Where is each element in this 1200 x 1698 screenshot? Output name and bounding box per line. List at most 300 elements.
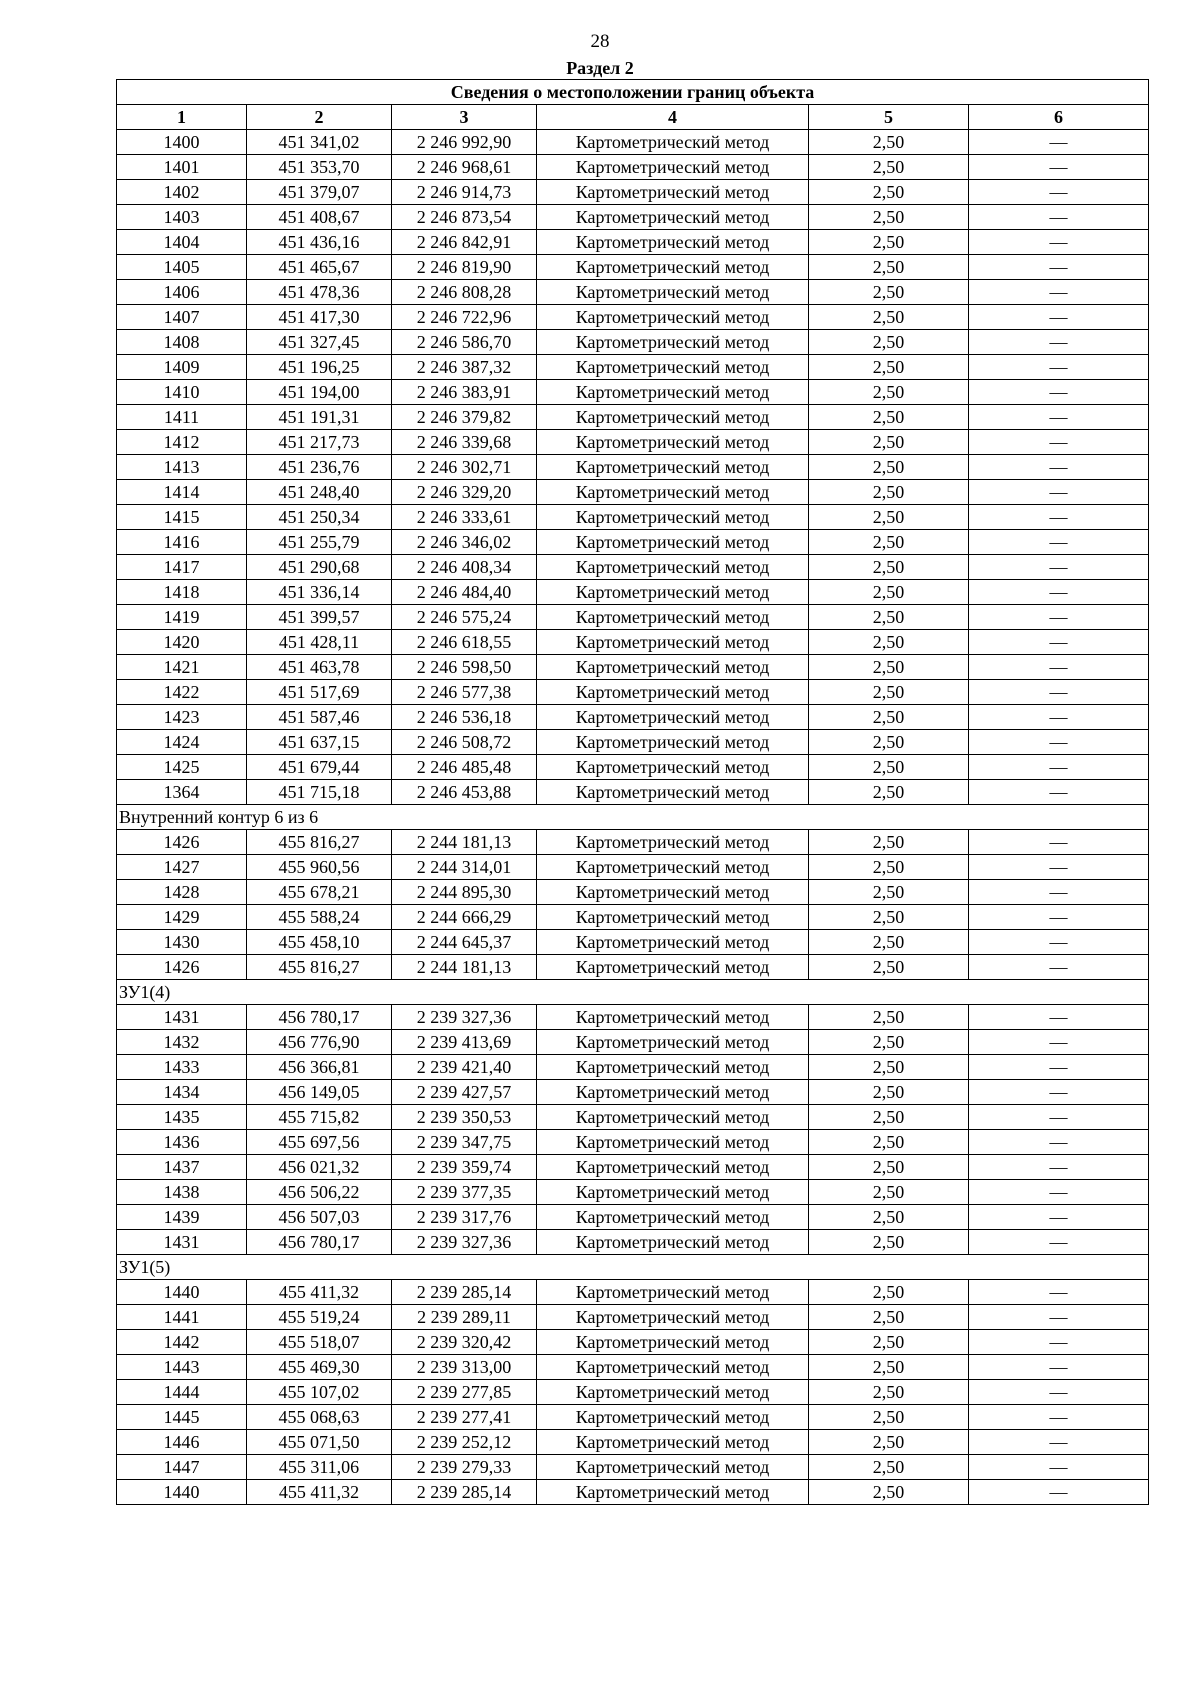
table-cell: 2 244 895,30 <box>392 880 537 905</box>
table-cell: 1427 <box>117 855 247 880</box>
table-cell: 1433 <box>117 1055 247 1080</box>
table-cell: 2,50 <box>809 1030 969 1055</box>
table-cell: — <box>969 330 1149 355</box>
table-row <box>117 305 1149 330</box>
table-cell: 2 239 413,69 <box>392 1030 537 1055</box>
table-cell: 2 244 645,37 <box>392 930 537 955</box>
table-cell: — <box>969 1430 1149 1455</box>
table-cell: Картометрический метод <box>537 1380 809 1405</box>
table-row <box>117 630 1149 655</box>
table-cell: Картометрический метод <box>537 1430 809 1455</box>
table-cell: 2 246 379,82 <box>392 405 537 430</box>
table-cell: 451 353,70 <box>247 155 392 180</box>
table-row <box>117 580 1149 605</box>
table-cell: 455 469,30 <box>247 1355 392 1380</box>
table-row <box>117 1030 1149 1055</box>
table-cell: Картометрический метод <box>537 1155 809 1180</box>
table-cell: — <box>969 280 1149 305</box>
table-row <box>117 430 1149 455</box>
table-cell: 1426 <box>117 955 247 980</box>
table-cell: 2,50 <box>809 705 969 730</box>
table-cell: — <box>969 355 1149 380</box>
table-cell: — <box>969 955 1149 980</box>
table-cell: — <box>969 1155 1149 1180</box>
table-cell: — <box>969 1180 1149 1205</box>
table-row <box>117 355 1149 380</box>
table-cell: Картометрический метод <box>537 1055 809 1080</box>
table-row <box>117 705 1149 730</box>
table-cell: 1406 <box>117 280 247 305</box>
table-row <box>117 1180 1149 1205</box>
table-cell: 2 239 359,74 <box>392 1155 537 1180</box>
table-cell: 2 239 277,85 <box>392 1380 537 1405</box>
table-cell: Картометрический метод <box>537 555 809 580</box>
table-cell: 1403 <box>117 205 247 230</box>
table-cell: 2 239 327,36 <box>392 1230 537 1255</box>
table-cell: 2 239 317,76 <box>392 1205 537 1230</box>
table-cell: 1424 <box>117 730 247 755</box>
table-cell: — <box>969 830 1149 855</box>
table-cell: — <box>969 780 1149 805</box>
table-row <box>117 1280 1149 1305</box>
section-title: Раздел 2 <box>566 58 634 78</box>
table-row <box>117 1305 1149 1330</box>
table-cell: 451 587,46 <box>247 705 392 730</box>
table-cell: — <box>969 655 1149 680</box>
table-cell: — <box>969 855 1149 880</box>
table-cell: 2,50 <box>809 280 969 305</box>
table-cell: 1426 <box>117 830 247 855</box>
table-row <box>117 1480 1149 1505</box>
table-cell: — <box>969 1355 1149 1380</box>
table-cell: 2,50 <box>809 880 969 905</box>
table-row <box>117 930 1149 955</box>
table-cell: 2 246 302,71 <box>392 455 537 480</box>
table-cell: 455 411,32 <box>247 1480 392 1505</box>
column-header: 1 <box>117 105 247 130</box>
table-cell: — <box>969 405 1149 430</box>
table-cell: 451 217,73 <box>247 430 392 455</box>
table-cell: 1413 <box>117 455 247 480</box>
table-cell: 2 239 252,12 <box>392 1430 537 1455</box>
table-cell: 2,50 <box>809 555 969 580</box>
table-row <box>117 380 1149 405</box>
table-cell: 2 239 285,14 <box>392 1280 537 1305</box>
table-cell: 1400 <box>117 130 247 155</box>
table-cell: 2 246 346,02 <box>392 530 537 555</box>
table-row <box>117 855 1149 880</box>
table-cell: 2 246 968,61 <box>392 155 537 180</box>
table-cell: 1439 <box>117 1205 247 1230</box>
table-cell: 1405 <box>117 255 247 280</box>
table-cell: Картометрический метод <box>537 830 809 855</box>
table-cell: Картометрический метод <box>537 705 809 730</box>
table-cell: 2 246 722,96 <box>392 305 537 330</box>
table-row <box>117 1405 1149 1430</box>
table-row <box>117 955 1149 980</box>
table-cell: 2,50 <box>809 730 969 755</box>
table-cell: Картометрический метод <box>537 505 809 530</box>
table-cell: 451 341,02 <box>247 130 392 155</box>
table-cell: Картометрический метод <box>537 1080 809 1105</box>
table-cell: 2 239 347,75 <box>392 1130 537 1155</box>
table-row <box>117 555 1149 580</box>
table-cell: 455 458,10 <box>247 930 392 955</box>
table-cell: Картометрический метод <box>537 1130 809 1155</box>
table-cell: 2,50 <box>809 755 969 780</box>
table-row <box>117 1455 1149 1480</box>
table-cell: 2,50 <box>809 1105 969 1130</box>
table-cell: 2 246 873,54 <box>392 205 537 230</box>
table-row <box>117 1130 1149 1155</box>
table-cell: 455 697,56 <box>247 1130 392 1155</box>
table-cell: Картометрический метод <box>537 955 809 980</box>
table-cell: 2,50 <box>809 380 969 405</box>
table-cell: 451 248,40 <box>247 480 392 505</box>
table-cell: 2 246 536,18 <box>392 705 537 730</box>
table-cell: 1422 <box>117 680 247 705</box>
table-cell: 2 246 387,32 <box>392 355 537 380</box>
table-cell: — <box>969 205 1149 230</box>
table-cell: 2,50 <box>809 1380 969 1405</box>
table-cell: 2,50 <box>809 1455 969 1480</box>
table-cell: 451 196,25 <box>247 355 392 380</box>
table-cell: — <box>969 255 1149 280</box>
group-heading-row <box>117 980 1149 1005</box>
table-cell: 2,50 <box>809 1155 969 1180</box>
table-cell: — <box>969 1005 1149 1030</box>
table-cell: 1440 <box>117 1280 247 1305</box>
table-cell: 2,50 <box>809 1005 969 1030</box>
table-cell: 2 246 485,48 <box>392 755 537 780</box>
table-cell: 1442 <box>117 1330 247 1355</box>
table-cell: 451 191,31 <box>247 405 392 430</box>
table-title: Сведения о местоположении границ объекта <box>117 80 1149 105</box>
table-cell: — <box>969 1305 1149 1330</box>
table-cell: 455 715,82 <box>247 1105 392 1130</box>
group-heading: Внутренний контур 6 из 6 <box>117 805 1149 830</box>
table-cell: 1409 <box>117 355 247 380</box>
table-cell: 455 678,21 <box>247 880 392 905</box>
table-cell: 2,50 <box>809 430 969 455</box>
table-cell: Картометрический метод <box>537 155 809 180</box>
table-cell: Картометрический метод <box>537 130 809 155</box>
table-cell: 1428 <box>117 880 247 905</box>
column-header: 2 <box>247 105 392 130</box>
table-cell: 2 244 314,01 <box>392 855 537 880</box>
table-cell: — <box>969 705 1149 730</box>
table-row <box>117 1155 1149 1180</box>
group-heading: ЗУ1(4) <box>117 980 1149 1005</box>
table-title-row <box>117 80 1149 105</box>
table-cell: Картометрический метод <box>537 230 809 255</box>
table-cell: Картометрический метод <box>537 1480 809 1505</box>
table-cell: 2 239 377,35 <box>392 1180 537 1205</box>
table-cell: 456 780,17 <box>247 1005 392 1030</box>
table-row <box>117 1005 1149 1030</box>
table-cell: 2,50 <box>809 405 969 430</box>
table-cell: 1446 <box>117 1430 247 1455</box>
table-cell: Картометрический метод <box>537 680 809 705</box>
table-cell: — <box>969 1030 1149 1055</box>
table-cell: Картометрический метод <box>537 880 809 905</box>
table-cell: 2 246 575,24 <box>392 605 537 630</box>
table-cell: 2 239 350,53 <box>392 1105 537 1130</box>
table-cell: 2,50 <box>809 455 969 480</box>
table-cell: 2,50 <box>809 930 969 955</box>
column-header: 6 <box>969 105 1149 130</box>
table-row <box>117 655 1149 680</box>
table-cell: — <box>969 905 1149 930</box>
table-cell: 2 246 508,72 <box>392 730 537 755</box>
table-cell: 2,50 <box>809 130 969 155</box>
table-cell: 2,50 <box>809 1130 969 1155</box>
table-cell: — <box>969 430 1149 455</box>
boundary-coordinates-table <box>116 79 1149 1505</box>
table-cell: — <box>969 555 1149 580</box>
table-cell: 2,50 <box>809 155 969 180</box>
table-cell: Картометрический метод <box>537 930 809 955</box>
table-cell: 1418 <box>117 580 247 605</box>
table-cell: 451 436,16 <box>247 230 392 255</box>
table-row <box>117 255 1149 280</box>
table-cell: Картометрический метод <box>537 730 809 755</box>
column-header: 5 <box>809 105 969 130</box>
table-cell: Картометрический метод <box>537 755 809 780</box>
column-header: 4 <box>537 105 809 130</box>
table-cell: 456 507,03 <box>247 1205 392 1230</box>
table-cell: 2,50 <box>809 255 969 280</box>
table-cell: 2 246 339,68 <box>392 430 537 455</box>
table-cell: 2,50 <box>809 330 969 355</box>
table-cell: 456 776,90 <box>247 1030 392 1055</box>
table-cell: 2,50 <box>809 355 969 380</box>
table-row <box>117 605 1149 630</box>
group-heading: ЗУ1(5) <box>117 1255 1149 1280</box>
table-cell: 2 239 320,42 <box>392 1330 537 1355</box>
table-cell: 451 478,36 <box>247 280 392 305</box>
table-row <box>117 780 1149 805</box>
table-cell: 1408 <box>117 330 247 355</box>
table-cell: 1440 <box>117 1480 247 1505</box>
table-cell: — <box>969 230 1149 255</box>
table-cell: — <box>969 130 1149 155</box>
table-cell: 2,50 <box>809 1405 969 1430</box>
table-cell: 451 465,67 <box>247 255 392 280</box>
table-cell: — <box>969 1380 1149 1405</box>
table-cell: 2 239 289,11 <box>392 1305 537 1330</box>
table-cell: 456 506,22 <box>247 1180 392 1205</box>
table-cell: 2 239 421,40 <box>392 1055 537 1080</box>
table-cell: Картометрический метод <box>537 780 809 805</box>
table-cell: 2,50 <box>809 1280 969 1305</box>
table-cell: 2 239 427,57 <box>392 1080 537 1105</box>
table-cell: 451 194,00 <box>247 380 392 405</box>
table-row <box>117 730 1149 755</box>
page-number: 28 <box>590 31 610 52</box>
table-row <box>117 1330 1149 1355</box>
table-cell: Картометрический метод <box>537 605 809 630</box>
table-row <box>117 330 1149 355</box>
table-cell: Картометрический метод <box>537 455 809 480</box>
table-row <box>117 230 1149 255</box>
table-cell: — <box>969 1055 1149 1080</box>
table-cell: 2 246 914,73 <box>392 180 537 205</box>
table-cell: — <box>969 1330 1149 1355</box>
table-cell: 2,50 <box>809 605 969 630</box>
table-cell: 2 246 577,38 <box>392 680 537 705</box>
table-cell: 2,50 <box>809 1230 969 1255</box>
table-cell: 1441 <box>117 1305 247 1330</box>
table-cell: Картометрический метод <box>537 530 809 555</box>
table-cell: 1412 <box>117 430 247 455</box>
table-cell: — <box>969 755 1149 780</box>
table-cell: — <box>969 630 1149 655</box>
table-cell: 1444 <box>117 1380 247 1405</box>
table-row <box>117 1055 1149 1080</box>
table-cell: 1364 <box>117 780 247 805</box>
table-cell: Картометрический метод <box>537 355 809 380</box>
table-row <box>117 530 1149 555</box>
table-cell: 1411 <box>117 405 247 430</box>
table-cell: 1434 <box>117 1080 247 1105</box>
table-cell: 1430 <box>117 930 247 955</box>
table-cell: 2,50 <box>809 1330 969 1355</box>
table-cell: 455 518,07 <box>247 1330 392 1355</box>
table-cell: Картометрический метод <box>537 1230 809 1255</box>
table-cell: 2 246 383,91 <box>392 380 537 405</box>
table-cell: Картометрический метод <box>537 1005 809 1030</box>
table-cell: Картометрический метод <box>537 580 809 605</box>
table-cell: Картометрический метод <box>537 1305 809 1330</box>
table-cell: 451 517,69 <box>247 680 392 705</box>
table-cell: — <box>969 155 1149 180</box>
table-row <box>117 905 1149 930</box>
table-cell: — <box>969 730 1149 755</box>
table-cell: Картометрический метод <box>537 1205 809 1230</box>
table-cell: 2 246 992,90 <box>392 130 537 155</box>
table-cell: 1402 <box>117 180 247 205</box>
table-row <box>117 1205 1149 1230</box>
table-cell: 2 246 453,88 <box>392 780 537 805</box>
table-cell: — <box>969 180 1149 205</box>
table-cell: 1414 <box>117 480 247 505</box>
table-row <box>117 1080 1149 1105</box>
table-cell: Картометрический метод <box>537 305 809 330</box>
table-cell: Картометрический метод <box>537 1180 809 1205</box>
group-heading-row <box>117 805 1149 830</box>
table-cell: 451 428,11 <box>247 630 392 655</box>
table-cell: 455 071,50 <box>247 1430 392 1455</box>
table-cell: 2 246 842,91 <box>392 230 537 255</box>
table-cell: 1415 <box>117 505 247 530</box>
table-cell: 2,50 <box>809 580 969 605</box>
table-cell: — <box>969 380 1149 405</box>
table-cell: 456 149,05 <box>247 1080 392 1105</box>
table-cell: Картометрический метод <box>537 1030 809 1055</box>
table-cell: Картометрический метод <box>537 1455 809 1480</box>
table-cell: 2,50 <box>809 530 969 555</box>
table-cell: — <box>969 530 1149 555</box>
table-cell: 1425 <box>117 755 247 780</box>
table-cell: 1420 <box>117 630 247 655</box>
table-cell: 2,50 <box>809 1180 969 1205</box>
table-cell: — <box>969 455 1149 480</box>
table-cell: Картометрический метод <box>537 1280 809 1305</box>
table-cell: 451 236,76 <box>247 455 392 480</box>
table-row <box>117 1105 1149 1130</box>
table-cell: 1421 <box>117 655 247 680</box>
table-cell: 2,50 <box>809 480 969 505</box>
table-cell: 2 239 327,36 <box>392 1005 537 1030</box>
table-cell: 1445 <box>117 1405 247 1430</box>
table-cell: — <box>969 580 1149 605</box>
table-cell: Картометрический метод <box>537 280 809 305</box>
table-cell: 2,50 <box>809 680 969 705</box>
column-header: 3 <box>392 105 537 130</box>
table-cell: 1437 <box>117 1155 247 1180</box>
table-cell: 455 960,56 <box>247 855 392 880</box>
table-cell: — <box>969 305 1149 330</box>
table-cell: — <box>969 480 1149 505</box>
table-cell: 451 408,67 <box>247 205 392 230</box>
table-cell: 2,50 <box>809 855 969 880</box>
table-cell: Картометрический метод <box>537 1355 809 1380</box>
table-cell: 455 588,24 <box>247 905 392 930</box>
table-row <box>117 480 1149 505</box>
table-row <box>117 455 1149 480</box>
table-cell: 2 239 285,14 <box>392 1480 537 1505</box>
table-cell: Картометрический метод <box>537 255 809 280</box>
table-cell: 2,50 <box>809 830 969 855</box>
table-cell: 1419 <box>117 605 247 630</box>
table-cell: 2,50 <box>809 305 969 330</box>
table-cell: 1447 <box>117 1455 247 1480</box>
table-cell: 456 021,32 <box>247 1155 392 1180</box>
table-cell: 451 463,78 <box>247 655 392 680</box>
table-cell: Картометрический метод <box>537 480 809 505</box>
table-cell: 1410 <box>117 380 247 405</box>
table-cell: 2 246 484,40 <box>392 580 537 605</box>
table-cell: 2,50 <box>809 1480 969 1505</box>
table-row <box>117 505 1149 530</box>
table-cell: 451 399,57 <box>247 605 392 630</box>
table-cell: — <box>969 1105 1149 1130</box>
table-cell: 2 246 333,61 <box>392 505 537 530</box>
table-cell: — <box>969 880 1149 905</box>
table-cell: 455 816,27 <box>247 830 392 855</box>
table-cell: 1401 <box>117 155 247 180</box>
table-cell: — <box>969 680 1149 705</box>
table-cell: 451 637,15 <box>247 730 392 755</box>
table-cell: 1436 <box>117 1130 247 1155</box>
table-cell: 2 246 819,90 <box>392 255 537 280</box>
table-cell: 2,50 <box>809 905 969 930</box>
table-cell: Картометрический метод <box>537 430 809 455</box>
table-cell: Картометрический метод <box>537 630 809 655</box>
table-cell: 1443 <box>117 1355 247 1380</box>
table-cell: 455 107,02 <box>247 1380 392 1405</box>
table-cell: Картометрический метод <box>537 205 809 230</box>
table-cell: Картометрический метод <box>537 1405 809 1430</box>
table-cell: 455 816,27 <box>247 955 392 980</box>
table-cell: 2 244 181,13 <box>392 955 537 980</box>
table-cell: 1417 <box>117 555 247 580</box>
table-row <box>117 405 1149 430</box>
table-cell: 2,50 <box>809 205 969 230</box>
table-cell: 1416 <box>117 530 247 555</box>
table-cell: 1429 <box>117 905 247 930</box>
